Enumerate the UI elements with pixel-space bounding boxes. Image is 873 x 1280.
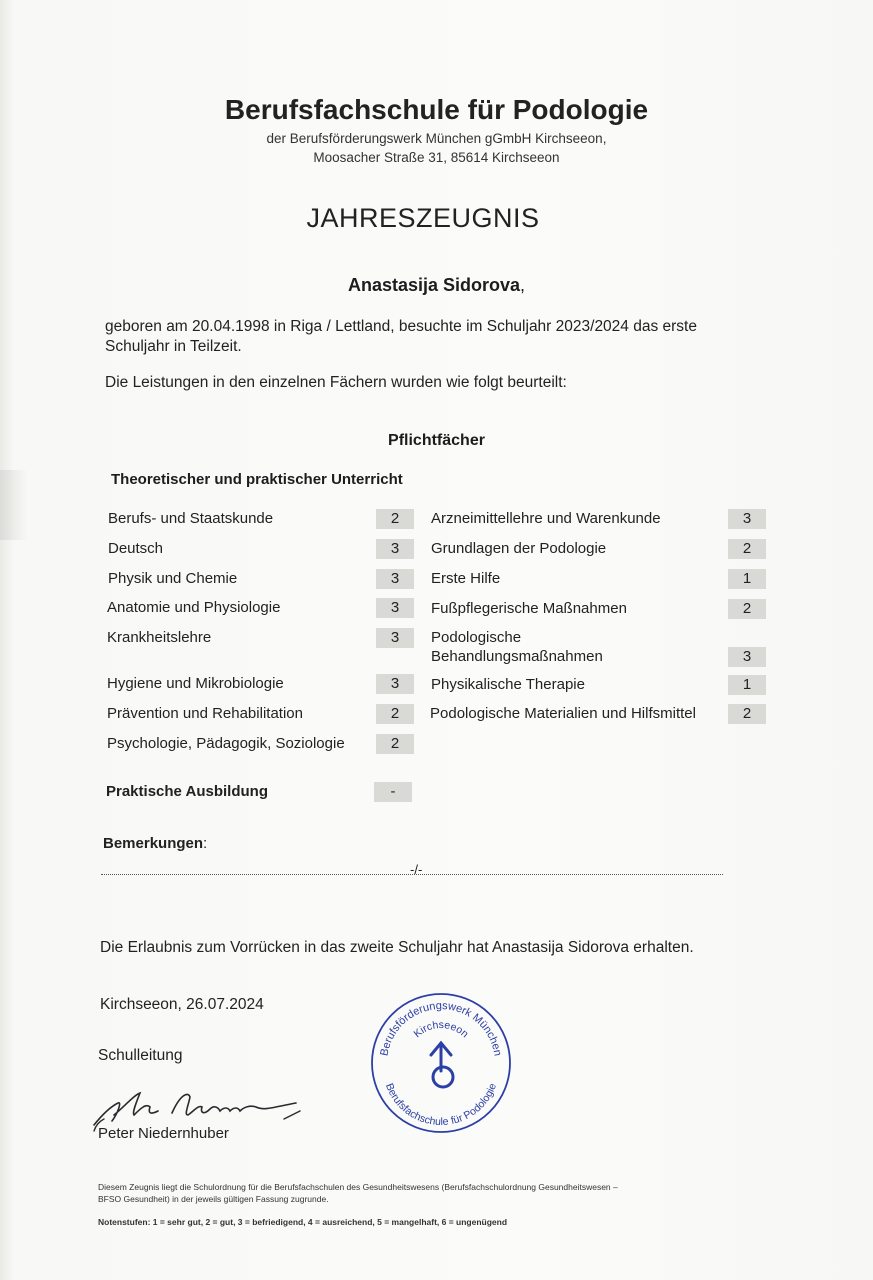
- grade-box: 3: [376, 539, 414, 559]
- subject-name: Podologische Materialien und Hilfsmittel: [430, 705, 696, 722]
- subject-name: Physik und Chemie: [108, 570, 238, 587]
- stamp-outer-bottom-text: Berufsfachschule für Podologie: [382, 1081, 500, 1129]
- remarks-value: -/-: [410, 862, 423, 877]
- footnote-line1: Diesem Zeugnis liegt die Schulordnung für die Berufsfachschulen des Gesundheitswesens (Berufsfachschulordnung Gesundheitswesen –: [98, 1182, 618, 1192]
- grade-box: 2: [376, 509, 414, 529]
- school-address: Moosacher Straße 31, 85614 Kirchseeon: [313, 150, 560, 165]
- birth-info-line1: geboren am 20.04.1998 in Riga / Lettland, besuchte im Schuljahr 2023/2024 das erste: [105, 318, 697, 335]
- remarks-heading: [103, 834, 207, 854]
- school-name: Berufsfachschule für Podologie: [224, 94, 649, 125]
- grade-box: 3: [376, 569, 414, 589]
- grade-box: 2: [728, 599, 766, 619]
- document-title: JAHRESZEUGNIS: [306, 203, 540, 233]
- stamp-inner-text: Kirchseeon: [411, 1019, 471, 1041]
- subject-name: Grundlagen der Podologie: [431, 540, 607, 557]
- subject-name: Arzneimittellehre und Warenkunde: [431, 510, 661, 527]
- subject-name-line2: Behandlungsmaßnahmen: [431, 648, 603, 665]
- student-line: [0, 275, 873, 296]
- birth-info-line2: Schuljahr in Teilzeit.: [105, 338, 242, 355]
- subject-name: Psychologie, Pädagogik, Soziologie: [107, 735, 345, 752]
- grade-box: 2: [376, 704, 414, 724]
- subject-name: Berufs- und Staatskunde: [108, 510, 274, 527]
- grade-box: 3: [376, 674, 414, 694]
- grade-box: 3: [376, 628, 414, 648]
- school-subtitle-line1: der Berufsförderungswerk München gGmbH Kirchseeon,: [266, 131, 607, 146]
- school-stamp-seal: [369, 991, 513, 1135]
- student-name-comma: ,: [520, 275, 526, 295]
- paper-fold-shadow: [0, 470, 28, 540]
- stamp-emblem-icon: [431, 1043, 453, 1087]
- subject-name: Hygiene und Mikrobiologie: [107, 675, 284, 692]
- grade-box: 3: [728, 647, 766, 667]
- promotion-statement: Die Erlaubnis zum Vorrücken in das zweite Schuljahr hat Anastasija Sidorova erhalten.: [100, 939, 694, 956]
- subject-name: Prävention und Rehabilitation: [107, 705, 303, 722]
- footnote-line2: BFSO Gesundheit) in der jeweils gültigen Fassung zugrunde.: [98, 1194, 329, 1204]
- grade-box: 1: [728, 569, 766, 589]
- stamp-outer-top-text: Berufsförderungswerk München: [378, 999, 504, 1057]
- grade-box: 1: [728, 675, 766, 695]
- subject-name: Physikalische Therapie: [431, 676, 585, 693]
- grade-box: 3: [728, 509, 766, 529]
- subject-name-line1: Podologische: [431, 629, 522, 646]
- subsection-title: Theoretischer und praktischer Unterricht: [111, 471, 403, 488]
- place-date: Kirchseeon, 26.07.2024: [100, 996, 264, 1013]
- remarks-dotted-line: [101, 874, 723, 875]
- grade-box: 2: [728, 704, 766, 724]
- remarks-label: Bemerkungen: [103, 835, 204, 852]
- subject-name: Erste Hilfe: [431, 570, 501, 587]
- section-title: Pflichtfächer: [388, 432, 485, 449]
- subject-name: Anatomie und Physiologie: [107, 599, 281, 616]
- grade-box: 2: [728, 539, 766, 559]
- grade-box: -: [374, 782, 412, 802]
- practical-training-label: Praktische Ausbildung: [106, 783, 268, 800]
- grade-box: 2: [376, 734, 414, 754]
- subject-name: Fußpflegerische Maßnahmen: [431, 600, 627, 617]
- signature-role: Schulleitung: [98, 1047, 183, 1064]
- grading-scale: Notenstufen: 1 = sehr gut, 2 = gut, 3 = befriedigend, 4 = ausreichend, 5 = mangelhaft, 6 = ungenügend: [98, 1217, 508, 1227]
- student-name: Anastasija Sidorova: [347, 275, 521, 295]
- subject-name: Deutsch: [108, 540, 164, 557]
- grade-box: 3: [376, 598, 414, 618]
- remarks-colon: :: [203, 835, 208, 852]
- signatory-name: Peter Niedernhuber: [98, 1125, 229, 1142]
- subject-name: Krankheitslehre: [107, 629, 212, 646]
- assessment-intro: Die Leistungen in den einzelnen Fächern wurden wie folgt beurteilt:: [105, 374, 567, 391]
